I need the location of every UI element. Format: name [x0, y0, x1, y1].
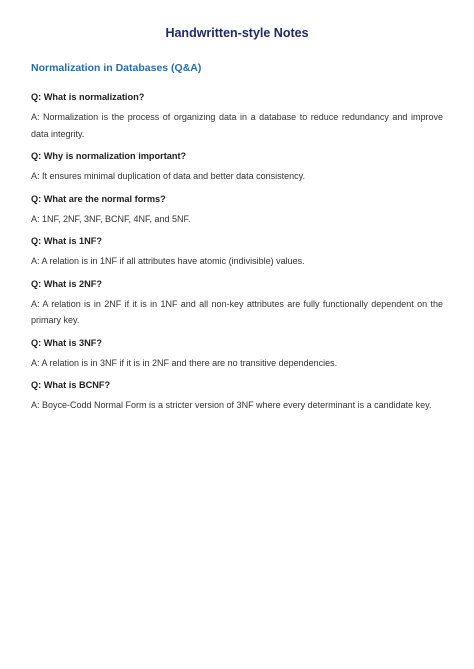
question: Q: What is BCNF? — [31, 380, 111, 390]
question: Q: What is 1NF? — [31, 236, 102, 246]
question: Q: What is 3NF? — [31, 337, 102, 348]
question: Q: What is 2NF? — [31, 278, 102, 289]
question: Q: What is normalization? — [31, 92, 145, 102]
qa-item-normalization — [31, 91, 443, 142]
question: Q: Why is normalization important? — [31, 151, 187, 161]
answer: A: Boyce-Codd Normal Form is a stricter version of 3NF where every determinant is a candidate key. — [31, 400, 432, 410]
qa-item-importance — [31, 150, 443, 185]
qa-item-1nf — [31, 235, 443, 270]
qa-list — [31, 91, 443, 414]
answer: A: A relation is in 3NF if it is in 2NF and there are no transitive dependencies. — [31, 357, 338, 368]
answer: A: A relation is in 1NF if all attributes have atomic (indivisible) values. — [31, 256, 305, 266]
document-title: Handwritten-style Notes — [165, 26, 309, 40]
question: Q: What are the normal forms? — [31, 193, 166, 204]
answer: A: A relation is in 2NF if it is in 1NF and all non-key attributes are fully functionally dependent on the primary key. — [31, 298, 443, 325]
qa-item-3nf — [31, 337, 443, 372]
qa-item-2nf — [31, 278, 443, 329]
qa-item-bcnf — [31, 379, 443, 414]
answer: A: 1NF, 2NF, 3NF, BCNF, 4NF, and 5NF. — [31, 213, 191, 224]
qa-item-normal-forms — [31, 193, 443, 228]
section-heading: Normalization in Databases (Q&A) — [31, 62, 202, 74]
answer: A: It ensures minimal duplication of data and better data consistency. — [31, 171, 305, 181]
answer: A: Normalization is the process of organizing data in a database to reduce redundancy and improve data integrity. — [31, 112, 443, 139]
